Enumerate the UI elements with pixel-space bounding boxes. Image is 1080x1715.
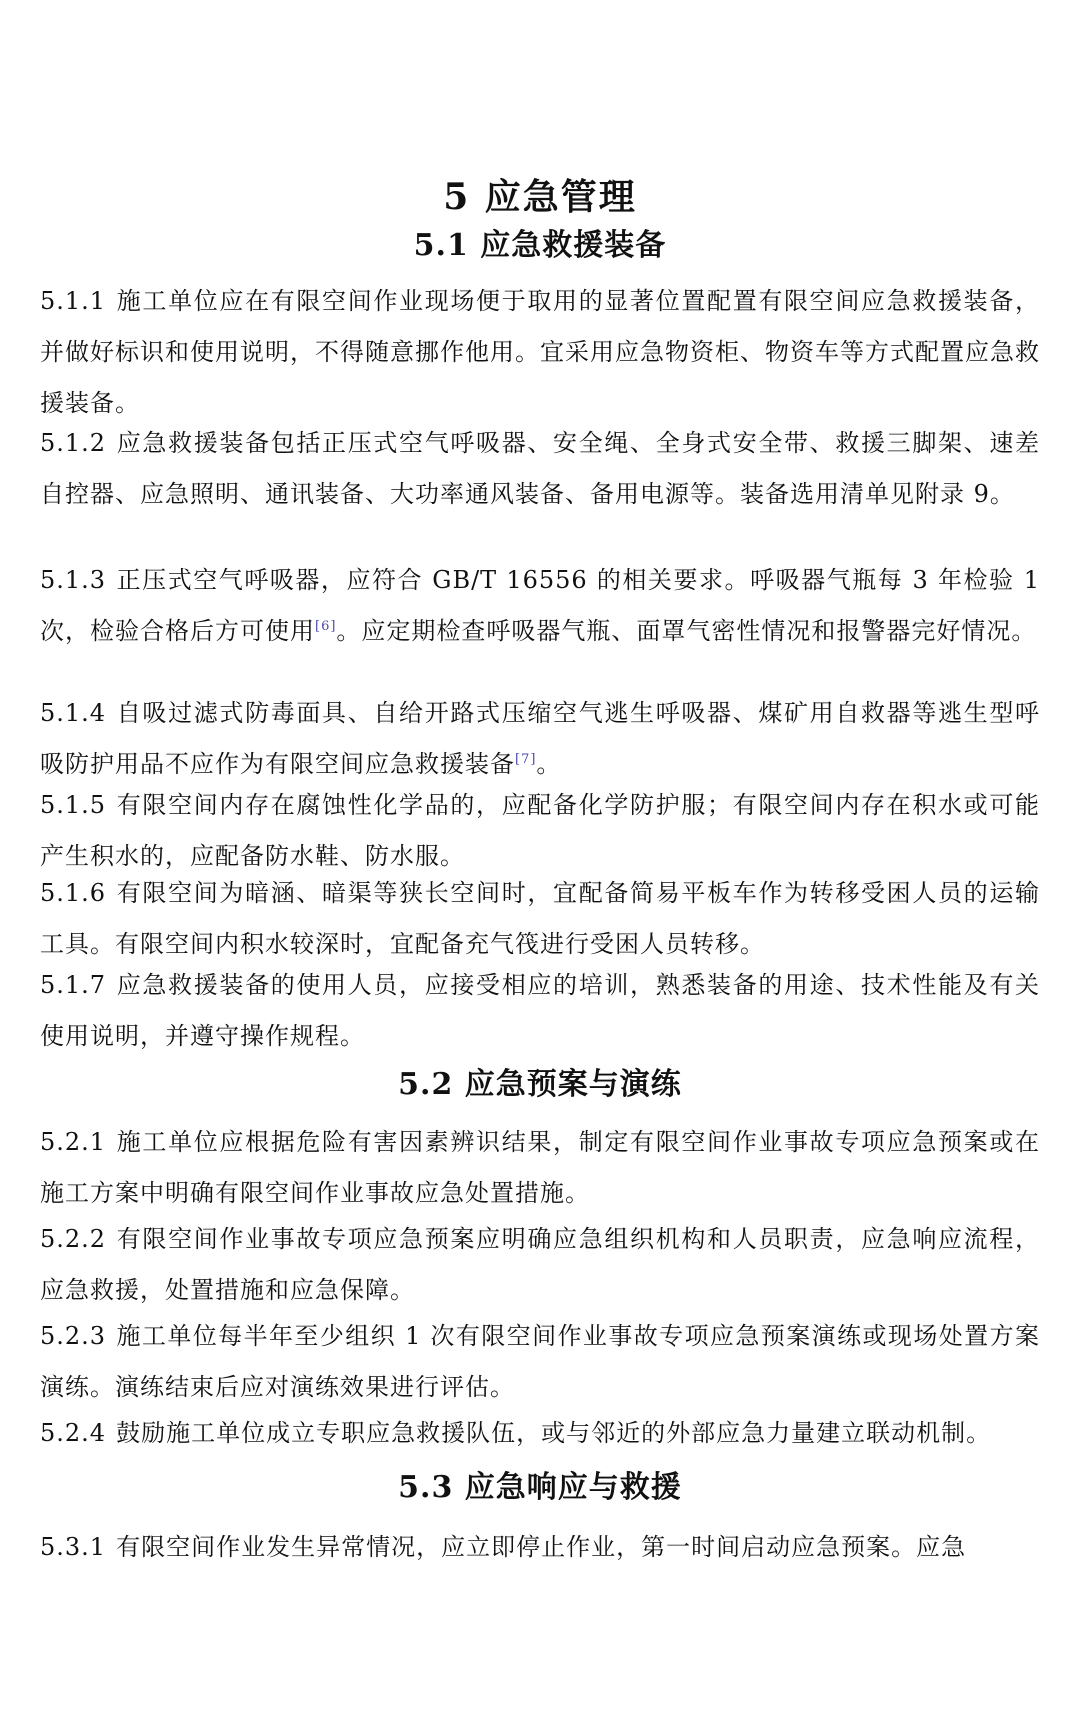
clause-number: 5.1.4 (40, 699, 107, 727)
clause-text: 有限空间作业事故专项应急预案应明确应急组织机构和人员职责，应急响应流程，应急救援，处置措施和应急保障。 (40, 1225, 1040, 1304)
clause-5-3-1 (40, 1522, 1040, 1573)
clause-text: 施工单位应根据危险有害因素辨识结果，制定有限空间作业事故专项应急预案或在施工方案中明确有限空间作业事故应急处置措施。 (40, 1128, 1040, 1207)
clause-number: 5.2.1 (40, 1128, 107, 1156)
clause-number: 5.1.7 (40, 971, 107, 999)
clause-text: 有限空间为暗涵、暗渠等狭长空间时，宜配备简易平板车作为转移受困人员的运输工具。有限空间内积水较深时，宜配备充气筏进行受困人员转移。 (40, 879, 1040, 958)
clause-5-1-1 (40, 276, 1040, 429)
clause-5-1-2 (40, 418, 1040, 520)
clause-number: 5.1.5 (40, 791, 107, 819)
section-title-5-3: 5.3 应急响应与救援 (398, 1470, 682, 1505)
clause-5-2-2 (40, 1214, 1040, 1316)
reference-mark[interactable]: [6] (315, 619, 337, 634)
clause-number: 5.1.2 (40, 429, 107, 457)
chapter-title: 5 应急管理 (443, 176, 637, 218)
clause-text: 应急救援装备包括正压式空气呼吸器、安全绳、全身式安全带、救援三脚架、速差自控器、应急照明、通讯装备、大功率通风装备、备用电源等。装备选用清单见附录 9。 (40, 429, 1040, 508)
clause-number: 5.3.1 (40, 1533, 107, 1561)
clause-5-2-4 (40, 1408, 1040, 1459)
clause-number: 5.2.2 (40, 1225, 107, 1253)
clause-number: 5.2.4 (40, 1419, 107, 1447)
clause-text: 施工单位每半年至少组织 1 次有限空间作业事故专项应急预案演练或现场处置方案演练。演练结束后应对演练效果进行评估。 (40, 1322, 1040, 1401)
clause-number: 5.1.3 (40, 566, 107, 594)
clause-5-1-4 (40, 688, 1040, 790)
clause-5-1-7 (40, 960, 1040, 1062)
clause-text: 有限空间作业发生异常情况，应立即停止作业，第一时间启动应急预案。应急 (116, 1533, 967, 1561)
clause-text: 有限空间内存在腐蚀性化学品的，应配备化学防护服；有限空间内存在积水或可能产生积水的，应配备防水鞋、防水服。 (40, 791, 1040, 870)
clause-text: 施工单位应在有限空间作业现场便于取用的显著位置配置有限空间应急救援装备，并做好标识和使用说明，不得随意挪作他用。宜采用应急物资柜、物资车等方式配置应急救援装备。 (40, 287, 1040, 417)
clause-5-1-6 (40, 868, 1040, 970)
clause-5-2-3 (40, 1311, 1040, 1413)
clause-text-continued: 。应定期检查呼吸器气瓶、面罩气密性情况和报警器完好情况。 (336, 617, 1037, 645)
clause-text: 自吸过滤式防毒面具、自给开路式压缩空气逃生呼吸器、煤矿用自救器等逃生型呼吸防护用品不应作为有限空间应急救援装备 (40, 699, 1040, 778)
clause-5-2-1 (40, 1117, 1040, 1219)
section-title-5-2: 5.2 应急预案与演练 (398, 1067, 682, 1102)
clause-number: 5.1.6 (40, 879, 107, 907)
section-title-5-1: 5.1 应急救援装备 (413, 228, 667, 263)
clause-5-1-3 (40, 555, 1040, 657)
clause-text-continued: 。 (536, 750, 562, 778)
clause-number: 5.2.3 (40, 1322, 107, 1350)
clause-text: 应急救援装备的使用人员，应接受相应的培训，熟悉装备的用途、技术性能及有关使用说明，并遵守操作规程。 (40, 971, 1040, 1050)
clause-number: 5.1.1 (40, 287, 107, 315)
clause-5-1-5 (40, 780, 1040, 882)
clause-text: 正压式空气呼吸器，应符合 GB/T 16556 的相关要求。呼吸器气瓶每 3 年检验 1 次，检验合格后方可使用 (40, 566, 1040, 645)
clause-text: 鼓励施工单位成立专职应急救援队伍，或与邻近的外部应急力量建立联动机制。 (116, 1419, 992, 1447)
reference-mark[interactable]: [7] (515, 752, 537, 767)
